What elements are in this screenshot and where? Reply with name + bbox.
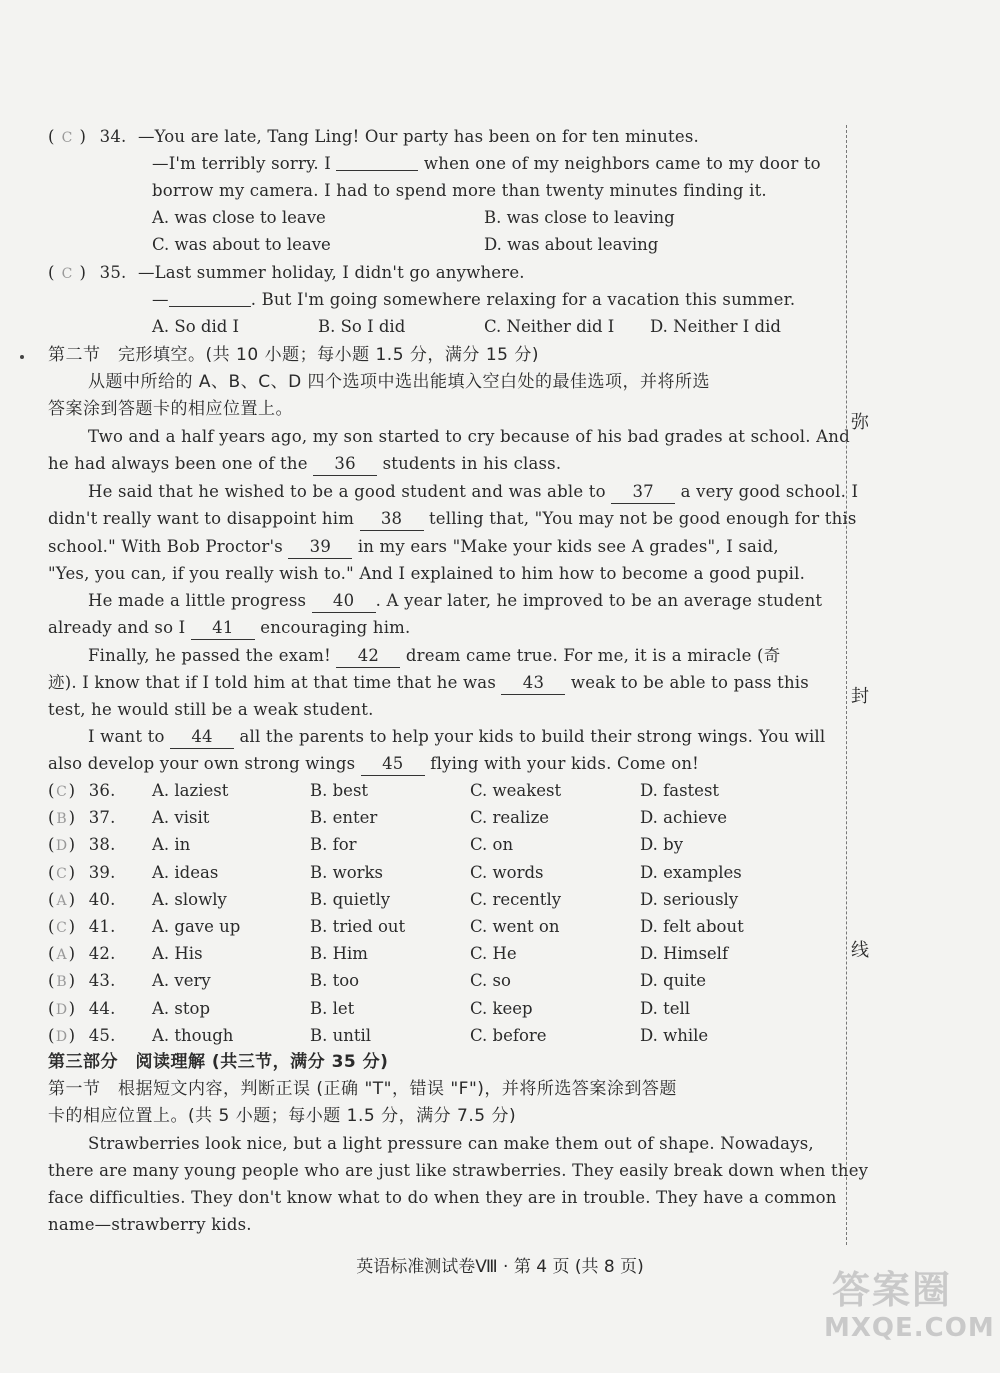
cloze-item — [48, 943, 116, 966]
option-b: B. Him — [310, 944, 368, 963]
question-35 — [48, 262, 525, 285]
option-c: C. on — [470, 835, 514, 854]
passage-line — [88, 645, 780, 668]
option-d: D. while — [640, 1026, 709, 1045]
option-a: A. visit — [152, 808, 210, 827]
option-c: C. was about to leave — [152, 235, 331, 254]
passage-text: school." With Bob Proctor's — [48, 537, 283, 556]
cloze-item — [48, 780, 116, 803]
option-a: A. slowly — [152, 890, 227, 909]
passage-text: didn't really want to disappoint him — [48, 509, 355, 528]
option-c: C. recently — [470, 890, 562, 909]
paren-close: ) — [68, 999, 76, 1018]
question-text: —I'm terribly sorry. I — [152, 154, 332, 173]
option-b: B. too — [310, 971, 360, 990]
passage-line: "Yes, you can, if you really wish to." And I explained to him how to become a good pupil. — [48, 564, 806, 583]
paren-open: ( — [48, 917, 55, 936]
option-b: B. until — [310, 1026, 372, 1045]
blank-45: 45 — [361, 753, 425, 776]
section-instructions: 第一节 根据短文内容，判断正误 (正确 "T"，错误 "F")，并将所选答案涂到答题 — [48, 1079, 677, 1099]
question-35-line2 — [152, 289, 795, 311]
passage-line — [48, 508, 857, 531]
passage-text: . A year later, he improved to be an average student — [375, 591, 823, 610]
seal-char: 弥 — [851, 412, 869, 433]
question-number: 34. — [99, 127, 127, 146]
seal-dashed-line — [846, 125, 847, 1245]
question-number: 42. — [88, 944, 116, 963]
question-text: —Last summer holiday, I didn't go anywhere. — [137, 263, 525, 282]
option-b: B. let — [310, 999, 355, 1018]
paren-open: ( — [48, 890, 55, 909]
option-c: C. Neither did I — [484, 317, 615, 336]
option-b: B. tried out — [310, 917, 406, 936]
cloze-item — [48, 970, 116, 993]
option-a: A. was close to leave — [152, 208, 326, 227]
passage-text: also develop your own strong wings — [48, 754, 356, 773]
answer-mark: A — [56, 947, 67, 963]
question-number: 40. — [88, 890, 116, 909]
passage-text: I want to — [88, 727, 165, 746]
option-d: D. fastest — [640, 781, 720, 800]
paren-close: ) — [68, 863, 76, 882]
option-d: D. tell — [640, 999, 691, 1018]
option-b: B. quietly — [310, 890, 391, 909]
option-b: B. was close to leaving — [484, 208, 675, 227]
answer-mark: C — [56, 866, 68, 882]
cloze-item — [48, 807, 116, 830]
passage-text: He said that he wished to be a good student and was able to — [88, 482, 606, 501]
cloze-item — [48, 862, 116, 885]
passage-text: students in his class. — [382, 454, 562, 473]
reading-line: there are many young people who are just like strawberries. They easily break down when they — [48, 1161, 869, 1180]
blank-44: 44 — [170, 726, 234, 749]
watermark-text-top: 答案圈 — [832, 1268, 953, 1312]
answer-blank — [336, 154, 418, 171]
paren-close: ) — [68, 1026, 76, 1045]
option-a: A. though — [152, 1026, 234, 1045]
reading-line: name—strawberry kids. — [48, 1215, 252, 1234]
blank-42: 42 — [336, 645, 400, 668]
blank-39: 39 — [288, 536, 352, 559]
question-number: 45. — [88, 1026, 116, 1045]
passage-text: already and so I — [48, 618, 186, 637]
watermark-text-bottom: MXQE.COM — [824, 1313, 995, 1343]
option-d: D. Himself — [640, 944, 729, 963]
question-text: . But I'm going somewhere relaxing for a vacation this summer. — [250, 290, 796, 309]
section-instructions: 答案涂到答题卡的相应位置上。 — [48, 399, 293, 419]
margin-dot — [20, 355, 24, 359]
paren-close: ) — [68, 808, 76, 827]
paren-close: ) — [68, 971, 76, 990]
passage-text: all the parents to help your kids to build their strong wings. You will — [239, 727, 826, 746]
question-text: —You are late, Tang Ling! Our party has been on for ten minutes. — [137, 127, 699, 146]
option-b: B. works — [310, 863, 384, 882]
option-b: B. enter — [310, 808, 378, 827]
blank-40: 40 — [312, 590, 376, 613]
blank-36: 36 — [313, 453, 377, 476]
passage-line: Two and a half years ago, my son started to cry because of his bad grades at school. And — [88, 427, 850, 446]
paren-open: ( — [48, 999, 55, 1018]
option-d: D. by — [640, 835, 684, 854]
passage-text: Finally, he passed the exam! — [88, 646, 331, 665]
paren-open: ( — [48, 127, 55, 146]
question-number: 43. — [88, 971, 116, 990]
question-text: when one of my neighbors came to my door to — [423, 154, 821, 173]
paren-close: ) — [68, 835, 76, 854]
blank-41: 41 — [191, 617, 255, 640]
section-title: 第二节 完形填空。(共 10 小题；每小题 1.5 分，满分 15 分) — [48, 345, 539, 365]
passage-line: test, he would still be a weak student. — [48, 700, 374, 719]
paren-close: ) — [68, 917, 76, 936]
option-b: B. So I did — [318, 317, 406, 336]
answer-mark: D — [55, 1002, 68, 1018]
section-instructions: 从题中所给的 A、B、C、D 四个选项中选出能填入空白处的最佳选项，并将所选 — [88, 372, 711, 392]
cloze-item — [48, 916, 116, 939]
option-a: A. ideas — [152, 863, 219, 882]
option-b: B. best — [310, 781, 369, 800]
answer-blank — [169, 290, 251, 307]
blank-37: 37 — [611, 481, 675, 504]
passage-line — [88, 481, 858, 504]
question-number: 37. — [88, 808, 116, 827]
passage-line — [88, 726, 825, 749]
passage-line — [48, 453, 561, 476]
answer-mark: D — [55, 838, 68, 854]
option-c: C. so — [470, 971, 511, 990]
question-34-line3: borrow my camera. I had to spend more than twenty minutes finding it. — [152, 181, 767, 200]
option-a: A. So did I — [152, 317, 240, 336]
cloze-item — [48, 834, 116, 857]
passage-text: he had always been one of the — [48, 454, 308, 473]
cloze-item — [48, 998, 116, 1021]
passage-line — [48, 753, 699, 776]
paren-open: ( — [48, 835, 55, 854]
reading-line: face difficulties. They don't know what to do when they are in trouble. They have a common — [48, 1188, 837, 1207]
question-number: 44. — [88, 999, 116, 1018]
paren-close: ) — [79, 263, 87, 282]
passage-text: a very good school. I — [680, 482, 859, 501]
paren-close: ) — [79, 127, 87, 146]
question-number: 36. — [88, 781, 116, 800]
question-text: — — [152, 290, 169, 309]
option-a: A. His — [152, 944, 203, 963]
paren-open: ( — [48, 781, 55, 800]
part-title: 第三部分 阅读理解 (共三节，满分 35 分) — [48, 1052, 389, 1072]
option-d: D. examples — [640, 863, 742, 882]
answer-mark: C — [61, 130, 73, 146]
answer-mark: C — [56, 784, 68, 800]
cloze-item — [48, 889, 116, 912]
option-a: A. laziest — [152, 781, 229, 800]
paren-open: ( — [48, 944, 55, 963]
paren-open: ( — [48, 1026, 55, 1045]
answer-mark: A — [56, 893, 67, 909]
passage-line — [48, 536, 779, 559]
seal-char: 线 — [851, 940, 869, 961]
question-number: 35. — [99, 263, 127, 282]
answer-mark: C — [61, 266, 73, 282]
question-number: 41. — [88, 917, 116, 936]
passage-line — [88, 590, 822, 613]
answer-mark: D — [55, 1029, 68, 1045]
paren-open: ( — [48, 863, 55, 882]
option-c: C. went on — [470, 917, 560, 936]
reading-line: Strawberries look nice, but a light pressure can make them out of shape. Nowadays, — [88, 1134, 814, 1153]
paren-open: ( — [48, 263, 55, 282]
seal-char: 封 — [851, 686, 869, 707]
blank-38: 38 — [360, 508, 424, 531]
passage-line — [48, 672, 809, 695]
passage-text: He made a little progress — [88, 591, 307, 610]
option-d: D. seriously — [640, 890, 739, 909]
section-instructions: 卡的相应位置上。(共 5 小题；每小题 1.5 分，满分 7.5 分) — [48, 1106, 517, 1126]
answer-mark: B — [56, 811, 67, 827]
option-d: D. felt about — [640, 917, 744, 936]
answer-mark: B — [56, 974, 67, 990]
passage-text: telling that, "You may not be good enough for this — [428, 509, 857, 528]
paren-close: ) — [68, 781, 76, 800]
question-number: 39. — [88, 863, 116, 882]
question-34-line2 — [152, 153, 821, 175]
page-footer: 英语标准测试卷Ⅷ · 第 4 页 (共 8 页) — [356, 1257, 644, 1277]
blank-43: 43 — [501, 672, 565, 695]
question-number: 38. — [88, 835, 116, 854]
option-d: D. Neither I did — [650, 317, 781, 336]
passage-text: flying with your kids. Come on! — [430, 754, 699, 773]
cloze-item — [48, 1025, 116, 1048]
option-c: C. He — [470, 944, 517, 963]
paren-open: ( — [48, 971, 55, 990]
option-c: C. words — [470, 863, 544, 882]
option-c: C. realize — [470, 808, 550, 827]
passage-text: weak to be able to pass this — [570, 673, 809, 692]
option-d: D. was about leaving — [484, 235, 659, 254]
question-34 — [48, 126, 699, 149]
passage-text: 迹). I know that if I told him at that time that he was — [48, 673, 497, 692]
option-c: C. weakest — [470, 781, 562, 800]
option-c: C. keep — [470, 999, 533, 1018]
option-c: C. before — [470, 1026, 547, 1045]
option-a: A. in — [152, 835, 191, 854]
passage-text: dream came true. For me, it is a miracle (奇 — [405, 646, 781, 665]
watermark-logo — [810, 1251, 995, 1361]
passage-text: encouraging him. — [260, 618, 411, 637]
option-a: A. gave up — [152, 917, 241, 936]
paren-open: ( — [48, 808, 55, 827]
option-b: B. for — [310, 835, 357, 854]
option-d: D. quite — [640, 971, 706, 990]
option-a: A. stop — [152, 999, 210, 1018]
paren-close: ) — [68, 890, 76, 909]
option-a: A. very — [152, 971, 211, 990]
passage-line — [48, 617, 410, 640]
paren-close: ) — [68, 944, 76, 963]
option-d: D. achieve — [640, 808, 727, 827]
answer-mark: C — [56, 920, 68, 936]
passage-text: in my ears "Make your kids see A grades", I said, — [357, 537, 779, 556]
